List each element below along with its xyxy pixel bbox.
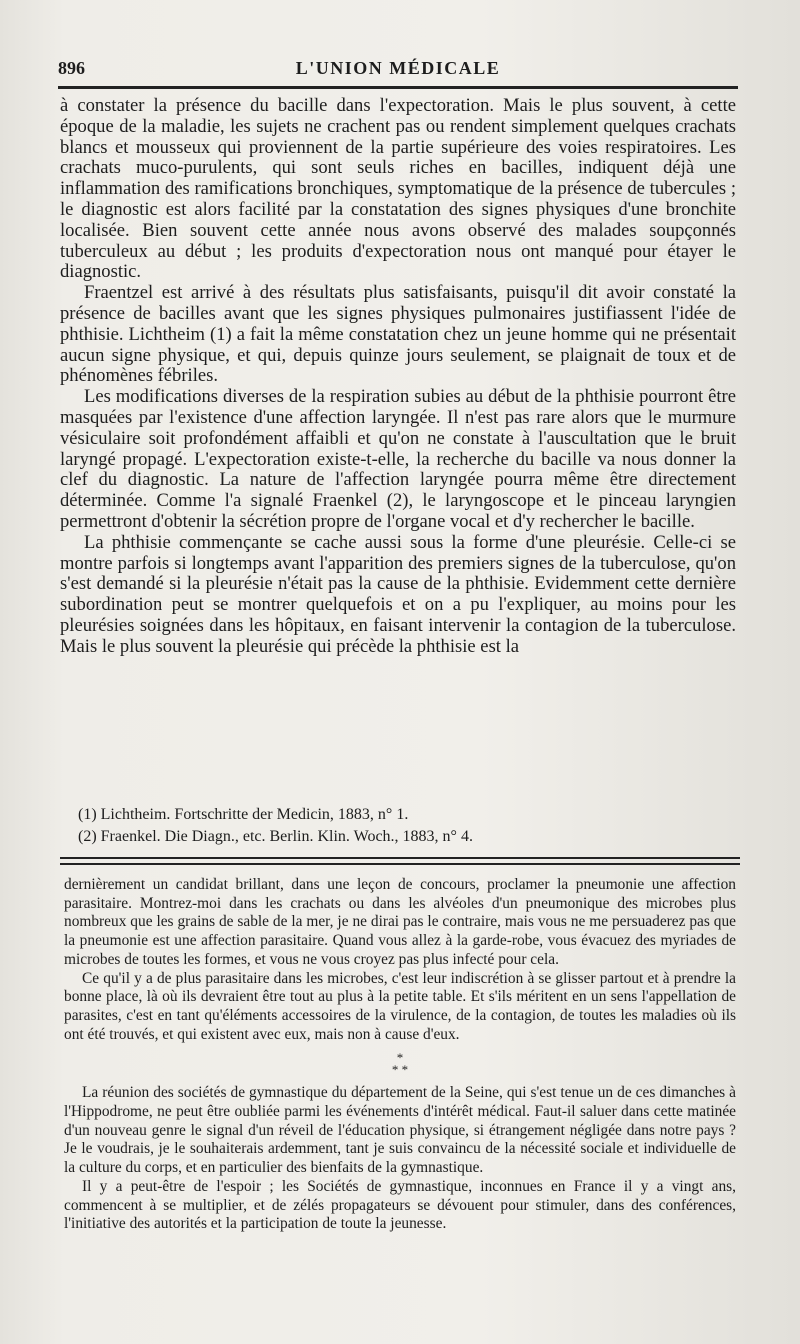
asterism-divider — [64, 1052, 736, 1076]
asterism-bottom: * * — [391, 1062, 409, 1078]
footnotes — [78, 804, 738, 848]
article-paragraph-4: La phthisie commençante se cache aussi sous la forme d'une pleurésie. Celle-ci se montre parfois si longtemps avant l'apparition des premiers signes de la tuberculose, qu'on s'est demandé si la pleurésie n'était pas la cause de la phthisie. Evidemment cette dernière subordination peut se montrer quelquefois et on a pu l'expliquer, au moins pour les pleurésies soignées dans les hôpitaux, en faisant intervenir la contagion de la tuberculose. Mais le plus souvent la pleurésie qui précède la phthisie est la — [60, 531, 736, 657]
feuilleton-section — [64, 876, 736, 1234]
article-paragraph-2: Fraentzel est arrivé à des résultats plus satisfaisants, puisqu'il dit avoir constaté la présence de bacilles avant que les signes physiques pulmonaires justifiassent l'idée de phthisie. Lichtheim (1) a fait la même constatation chez un jeune homme qui ne présentait aucun signe physique, et qui, depuis quinze jours seulement, se plaignait de toux et de phénomènes fébriles. — [60, 282, 736, 387]
header-rule — [58, 86, 738, 89]
main-article — [60, 96, 736, 658]
feuilleton-paragraph-2: Ce qu'il y a de plus parasitaire dans les microbes, c'est leur indiscrétion à se glisser partout et à prendre la bonne place, là où ils devraient être tout au plus à la petite table. Et s'ils méritent en un sens l'appellation de parasites, c'est en tant qu'éléments accessoires de la virulence, de la contagion, de toutes les maladies où ils ont été trouvés, et qui existent avec eux, mais non à cause d'eux. — [64, 969, 736, 1043]
running-title: L'UNION MÉDICALE — [295, 58, 501, 78]
feuilleton-separator-rule — [60, 857, 740, 865]
footnote-2: (2) Fraenkel. Die Diagn., etc. Berlin. Klin. Woch., 1883, n° 4. — [78, 828, 473, 845]
article-paragraph-1: à constater la présence du bacille dans l'expectoration. Mais le plus souvent, à cette époque de la maladie, les sujets ne crachent pas ou rendent simplement quelques crachats blancs et mousseux qui proviennent de la partie supérieure des voies respiratoires. Les crachats muco-purulents, qui sont seuls riches en bacilles, indiquent déjà une inflammation des ramifications bronchiques, symptomatique de la présence de tubercules ; le diagnostic est alors facilité par la constatation des signes physiques d'une bronchite localisée. Bien souvent cette année nous avons observé des malades soupçonnés tuberculeux au début ; les produits d'expectoration nous ont manqué pour étayer le diagnostic. — [60, 95, 736, 283]
feuilleton-paragraph-1: dernièrement un candidat brillant, dans une leçon de concours, proclamer la pneumonie une affection parasitaire. Montrez-moi dans les crachats ou dans les alvéoles d'un pneumonique des microbes plus nombreux que les grains de sable de la mer, je ne dirai pas le contraire, mais vous ne me persuaderez pas que la pneumonie est une affection parasitaire. Quand vous allez à la garde-robe, vous évacuez des myriades de microbes de toutes les formes, et vous ne vous croyez pas plus infecté pour cela. — [64, 876, 736, 968]
asterism-top: * — [396, 1050, 404, 1066]
footnote-1: (1) Lichtheim. Fortschritte der Medicin, 1883, n° 1. — [78, 806, 409, 823]
feuilleton-paragraph-3: La réunion des sociétés de gymnastique du département de la Seine, qui s'est tenue un de ces dimanches à l'Hippodrome, ne peut être oubliée parmi les événements d'intérêt médical. Faut-il saluer dans cette matinée d'un nouveau genre le signal d'un réveil de l'éducation physique, si étrangement négligée dans notre pays ? Je le voudrais, je le souhaiterais ardemment, tant je suis convaincu de la nécessité sociale et individuelle de la culture du corps, et en particulier des bienfaits de la gymnastique. — [64, 1084, 736, 1177]
page-header — [58, 58, 738, 82]
page-number: 896 — [58, 58, 85, 78]
article-paragraph-3: Les modifications diverses de la respiration subies au début de la phthisie pourront être masquées par l'existence d'une affection laryngée. Il n'est pas rare alors que le murmure vésiculaire soit profondément affaibli et qu'on ne constate à l'auscultation que le bruit laryngé propagé. L'expectoration existe-t-elle, la recherche du bacille va nous donner la clef du diagnostic. La nature de l'affection laryngée pourra même être directement déterminée. Comme l'a signalé Fraenkel (2), le laryngoscope et le pinceau laryngien permettront d'obtenir la sécrétion propre de l'organe vocal et d'y rechercher le bacille. — [60, 386, 736, 532]
feuilleton-paragraph-4: Il y a peut-être de l'espoir ; les Sociétés de gymnastique, inconnues en France il y a vingt ans, commencent à se multiplier, et de zélés propagateurs se dévouent pour stimuler, dans des conférences, l'initiative des autorités et la participation de toute la jeunesse. — [64, 1177, 736, 1233]
